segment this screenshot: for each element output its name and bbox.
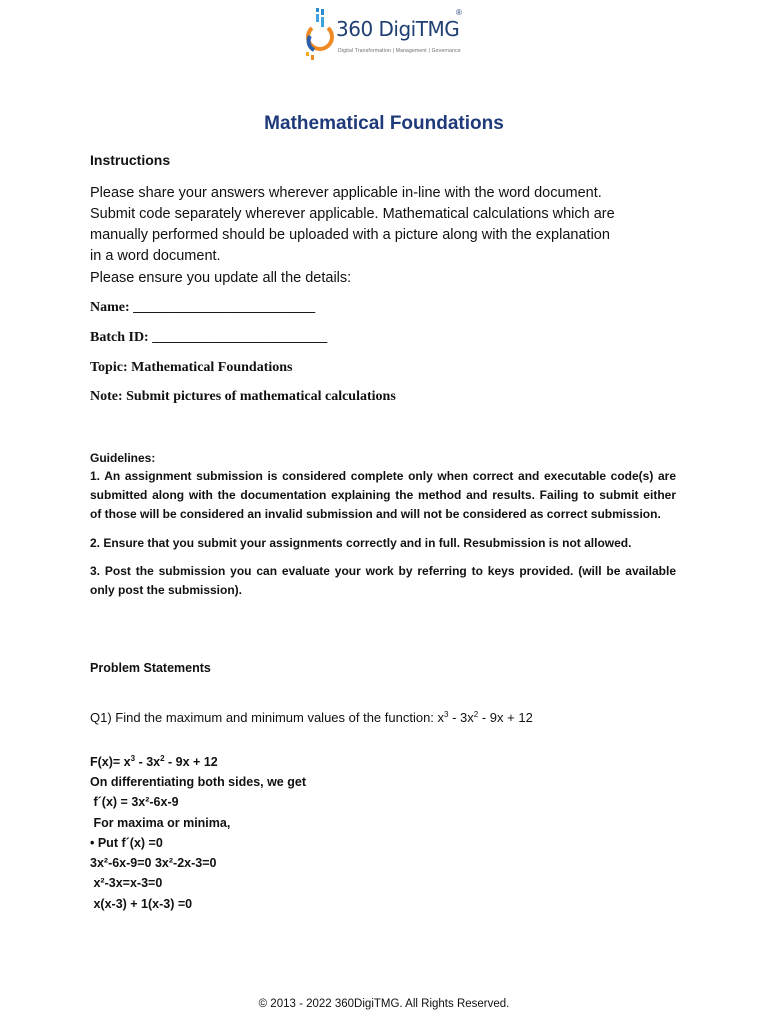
function-definition: $F(x)= x^3 - 3x^2 - 9x + 12$ (90, 754, 218, 769)
topic-field: Topic: Mathematical Foundations (90, 360, 293, 375)
guideline-line: 3. Post the submission you can evaluate your work by referring to keys provided. (will be available (90, 564, 676, 578)
document-title: Mathematical Foundations (264, 113, 504, 134)
solution-line: For maxima or minima, (90, 816, 231, 830)
instructions-line: Please share your answers wherever applicable in-line with the word document. (90, 185, 602, 201)
problem-statements-heading: Problem Statements (90, 661, 211, 675)
guideline-line: 1. An assignment submission is considered complete only when correct and executable code(s) are (90, 469, 676, 483)
batch-id-field: Batch ID: _________________________ (90, 330, 328, 345)
solution-line: x(x-3) + 1(x-3) =0 (90, 897, 193, 911)
solution-line: x²-3x=x-3=0 (90, 876, 163, 890)
note-field: Note: Submit pictures of mathematical calculations (90, 389, 396, 404)
guideline-line: submitted along with the documentation explaining the method and results. Failing to submit either (90, 488, 676, 502)
guideline-line: of those will be considered an invalid submission and will not be considered as correct submission. (90, 507, 661, 521)
solution-line: 3x²-6x-9=0 3x²-2x-3=0 (90, 856, 217, 870)
logo-registered-mark: ® (456, 8, 462, 17)
instructions-line: Submit code separately wherever applicable. Mathematical calculations which are (90, 206, 615, 222)
logo-brand-text: 360 DigiTMG (336, 17, 460, 41)
instructions-line: in a word document. (90, 248, 221, 264)
name-field: Name: __________________________ (90, 300, 316, 315)
logo-tagline: Digital Transformation | Management | Governance (338, 48, 461, 54)
solution-line: f´(x) = 3x²-6x-9 (90, 795, 179, 809)
solution-line: • Put f´(x) =0 (90, 836, 163, 850)
guideline-line: 2. Ensure that you submit your assignments correctly and in full. Resubmission is not allowed. (90, 536, 632, 550)
logo-mark-icon (302, 8, 338, 64)
guidelines-heading: Guidelines: (90, 451, 156, 465)
brand-logo (302, 6, 472, 66)
instructions-line: manually performed should be uploaded with a picture along with the explanation (90, 227, 610, 243)
solution-line: On differentiating both sides, we get (90, 775, 306, 789)
instructions-heading: Instructions (90, 152, 171, 168)
copyright-footer: © 2013 - 2022 360DigiTMG. All Rights Reserved. (258, 998, 510, 1010)
instructions-line: Please ensure you update all the details: (90, 270, 352, 286)
guideline-line: only post the submission). (90, 583, 243, 597)
question-1: Q1) Find the maximum and minimum values of the function: $x^3 - 3x^2 - 9x + 12$ (90, 710, 533, 725)
